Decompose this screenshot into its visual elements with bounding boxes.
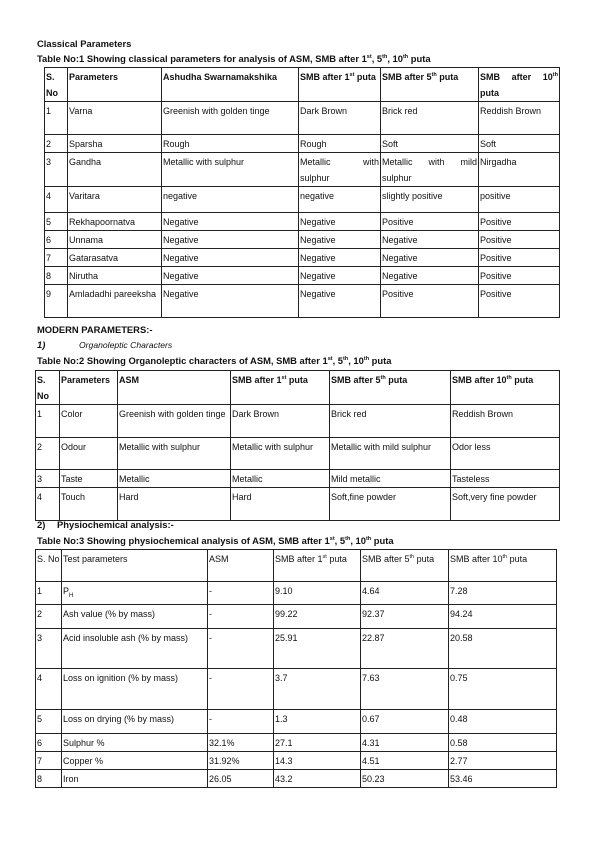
header-text: puta bbox=[507, 554, 528, 564]
subheading-number: 2) bbox=[37, 519, 46, 530]
header-sup: th bbox=[431, 72, 437, 78]
cell-asm: Rough bbox=[162, 135, 299, 153]
header-text: SMB after 10 bbox=[450, 554, 503, 564]
header-asm: Ashudha Swarnamakshika bbox=[162, 68, 299, 102]
caption-sup: th bbox=[402, 53, 409, 60]
caption-sup: th bbox=[365, 535, 372, 542]
cell-smb-5th: Soft bbox=[381, 135, 479, 153]
caption-sup: th bbox=[343, 355, 349, 362]
cell-sno: 2 bbox=[36, 438, 60, 470]
cell-smb-5th: Brick red bbox=[381, 102, 479, 135]
caption-sup: th bbox=[363, 355, 370, 362]
cell-smb-5th: 92.37 bbox=[361, 604, 449, 628]
subheading-number: 1) bbox=[37, 339, 46, 350]
header-sno: S. No bbox=[36, 371, 60, 405]
cell-sno: 6 bbox=[36, 733, 62, 751]
table1-caption bbox=[37, 53, 431, 64]
cell-smb-5th: Negative bbox=[381, 267, 479, 285]
header-sup: st bbox=[349, 72, 355, 78]
cell-smb-10th: 7.28 bbox=[449, 582, 557, 605]
cell-parameter: Iron bbox=[62, 769, 208, 787]
table-row bbox=[36, 405, 560, 438]
header-text: puta bbox=[480, 88, 499, 98]
header-text: SMB after 10 bbox=[452, 375, 507, 385]
cell-parameter: Copper % bbox=[62, 751, 208, 769]
cell-smb-5th: 22.87 bbox=[361, 628, 449, 668]
cell-smb-10th: 53.46 bbox=[449, 769, 557, 787]
cell-smb-10th: Positive bbox=[479, 213, 560, 231]
cell-smb-1st: 14.3 bbox=[274, 751, 361, 769]
cell-parameter: Rekhapoornatva bbox=[68, 213, 162, 231]
cell-smb-10th: Positive bbox=[479, 249, 560, 267]
table-row bbox=[45, 102, 560, 135]
cell-sno: 5 bbox=[36, 709, 62, 733]
cell-smb-5th: 4.31 bbox=[361, 733, 449, 751]
cell-smb-1st: Hard bbox=[231, 488, 330, 521]
caption-text: , 5 bbox=[332, 355, 344, 366]
table-row bbox=[36, 668, 557, 709]
cell-parameter: Sparsha bbox=[68, 135, 162, 153]
cell-sno: 1 bbox=[36, 582, 62, 605]
caption-text: , 10 bbox=[350, 535, 366, 546]
cell-smb-1st: 9.10 bbox=[274, 582, 361, 605]
cell-asm: Negative bbox=[162, 285, 299, 318]
table-row bbox=[36, 733, 557, 751]
subheading-text: Organoleptic Characters bbox=[79, 340, 173, 350]
cell-smb-10th: Tasteless bbox=[451, 470, 560, 488]
table-row bbox=[45, 249, 560, 267]
table-row bbox=[45, 231, 560, 249]
cell-asm: Hard bbox=[118, 488, 231, 521]
header-smb1 bbox=[274, 550, 361, 582]
caption-sup: st bbox=[366, 53, 372, 60]
cell-smb-10th: Reddish Brown bbox=[451, 405, 560, 438]
caption-text: puta bbox=[371, 535, 394, 546]
cell-smb-10th: Soft bbox=[479, 135, 560, 153]
table-row bbox=[36, 628, 557, 668]
table-row bbox=[45, 267, 560, 285]
cell-sno: 1 bbox=[36, 405, 60, 438]
cell-smb-1st: Dark Brown bbox=[231, 405, 330, 438]
cell-asm: Metallic bbox=[118, 470, 231, 488]
table-row bbox=[36, 438, 560, 470]
table-row bbox=[36, 769, 557, 787]
header-sno: S. No bbox=[45, 68, 68, 102]
cell-smb-1st: Metallic with sulphur bbox=[299, 153, 381, 187]
cell-asm: - bbox=[208, 668, 274, 709]
caption-sup: th bbox=[382, 53, 388, 60]
table-row bbox=[36, 488, 560, 521]
caption-text: Table No:1 Showing classical parameters for analysis of ASM, SMB after 1 bbox=[37, 53, 367, 64]
cell-smb-10th: Positive bbox=[479, 267, 560, 285]
cell-smb-5th: slightly positive bbox=[381, 187, 479, 213]
section-heading-classical: Classical Parameters bbox=[37, 38, 132, 49]
cell-sno: 3 bbox=[36, 628, 62, 668]
cell-smb-1st: Negative bbox=[299, 267, 381, 285]
header-text: puta bbox=[436, 72, 459, 82]
table-row bbox=[36, 709, 557, 733]
cell-smb-10th: 0.75 bbox=[449, 668, 557, 709]
cell-smb-1st: 43.2 bbox=[274, 769, 361, 787]
cell-smb-5th: 4.64 bbox=[361, 582, 449, 605]
table-row bbox=[45, 187, 560, 213]
cell-smb-10th: Positive bbox=[479, 231, 560, 249]
cell-smb-5th: 0.67 bbox=[361, 709, 449, 733]
cell-parameter: Gandha bbox=[68, 153, 162, 187]
table-row bbox=[45, 135, 560, 153]
cell-parameter: Acid insoluble ash (% by mass) bbox=[62, 628, 208, 668]
cell-parameter: Gatarasatva bbox=[68, 249, 162, 267]
caption-text: Table No:2 Showing Organoleptic characters of ASM, SMB after 1 bbox=[37, 355, 328, 366]
header-asm: ASM bbox=[118, 371, 231, 405]
cell-smb-5th: 50.23 bbox=[361, 769, 449, 787]
table-row bbox=[36, 582, 557, 605]
cell-smb-1st: 25.91 bbox=[274, 628, 361, 668]
table-header-row bbox=[45, 68, 560, 102]
cell-asm: Greenish with golden tinge bbox=[118, 405, 231, 438]
cell-smb-5th: Positive bbox=[381, 213, 479, 231]
header-text: SMB after 5 bbox=[382, 72, 432, 82]
header-smb5 bbox=[361, 550, 449, 582]
table-row bbox=[36, 604, 557, 628]
header-text: puta bbox=[385, 375, 408, 385]
header-sup: th bbox=[506, 375, 512, 381]
cell-sno: 8 bbox=[36, 769, 62, 787]
cell-asm: 31.92% bbox=[208, 751, 274, 769]
cell-smb-1st: Negative bbox=[299, 231, 381, 249]
cell-smb-5th: Soft,fine powder bbox=[330, 488, 451, 521]
header-text: SMB after 5 bbox=[362, 554, 410, 564]
cell-asm: 26.05 bbox=[208, 769, 274, 787]
cell-smb-10th: Odor less bbox=[451, 438, 560, 470]
cell-asm: negative bbox=[162, 187, 299, 213]
cell-sno: 4 bbox=[36, 668, 62, 709]
table-row bbox=[36, 751, 557, 769]
classical-parameters-table bbox=[44, 67, 560, 318]
caption-text: , 10 bbox=[348, 355, 364, 366]
cell-asm: - bbox=[208, 604, 274, 628]
cell-smb-5th: Positive bbox=[381, 285, 479, 318]
table-header-row bbox=[36, 371, 560, 405]
cell-parameter: Loss on ignition (% by mass) bbox=[62, 668, 208, 709]
cell-sno: 2 bbox=[36, 604, 62, 628]
header-text: SMB after 1 bbox=[275, 554, 323, 564]
table-header-row bbox=[36, 550, 557, 582]
cell-smb-10th: 0.48 bbox=[449, 709, 557, 733]
cell-sno: 4 bbox=[45, 187, 68, 213]
header-sup: th bbox=[380, 375, 386, 381]
header-parameters: Test parameters bbox=[62, 550, 208, 582]
caption-text: puta bbox=[369, 355, 392, 366]
cell-parameter: $P_H$ bbox=[62, 582, 208, 605]
cell-smb-10th: 0.58 bbox=[449, 733, 557, 751]
cell-smb-5th: 4.51 bbox=[361, 751, 449, 769]
cell-smb-1st: negative bbox=[299, 187, 381, 213]
subheading-organoleptic bbox=[37, 339, 172, 350]
table-row bbox=[45, 285, 560, 318]
cell-sno: 8 bbox=[45, 267, 68, 285]
header-smb1 bbox=[231, 371, 330, 405]
cell-parameter: Odour bbox=[60, 438, 118, 470]
header-sup: st bbox=[322, 554, 327, 560]
cell-smb-5th: 7.63 bbox=[361, 668, 449, 709]
table-row bbox=[36, 470, 560, 488]
cell-asm: - bbox=[208, 628, 274, 668]
table3-caption bbox=[37, 535, 394, 546]
header-smb1 bbox=[299, 68, 381, 102]
cell-asm: Negative bbox=[162, 231, 299, 249]
cell-sno: 9 bbox=[45, 285, 68, 318]
cell-parameter: Sulphur % bbox=[62, 733, 208, 751]
cell-smb-10th: positive bbox=[479, 187, 560, 213]
cell-smb-5th: Mild metallic bbox=[330, 470, 451, 488]
header-text: SMB after 10 bbox=[480, 72, 553, 82]
cell-smb-1st: 99.22 bbox=[274, 604, 361, 628]
header-text: SMB after 5 bbox=[331, 375, 381, 385]
cell-parameter: Nirutha bbox=[68, 267, 162, 285]
cell-smb-10th: Positive bbox=[479, 285, 560, 318]
caption-text: , 10 bbox=[387, 53, 403, 64]
header-smb10 bbox=[479, 68, 560, 102]
cell-sno: 2 bbox=[45, 135, 68, 153]
cell-smb-1st: 27.1 bbox=[274, 733, 361, 751]
cell-smb-1st: Rough bbox=[299, 135, 381, 153]
header-sno: S. No bbox=[36, 550, 62, 582]
cell-asm: Negative bbox=[162, 267, 299, 285]
cell-parameter: Unnama bbox=[68, 231, 162, 249]
cell-sno: 3 bbox=[45, 153, 68, 187]
cell-smb-1st: Negative bbox=[299, 213, 381, 231]
cell-sno: 3 bbox=[36, 470, 60, 488]
cell-sno: 6 bbox=[45, 231, 68, 249]
cell-asm: - bbox=[208, 709, 274, 733]
cell-asm: Negative bbox=[162, 249, 299, 267]
header-parameters: Parameters bbox=[68, 68, 162, 102]
cell-smb-10th: 94.24 bbox=[449, 604, 557, 628]
cell-parameter: Ash value (% by mass) bbox=[62, 604, 208, 628]
physiochemical-table bbox=[35, 549, 557, 788]
section-heading-modern: MODERN PARAMETERS:- bbox=[37, 324, 153, 335]
header-sup: th bbox=[409, 554, 415, 560]
header-sup: st bbox=[281, 375, 287, 381]
cell-smb-1st: 3.7 bbox=[274, 668, 361, 709]
cell-smb-5th: Negative bbox=[381, 249, 479, 267]
cell-smb-5th: Metallic with mild sulphur bbox=[381, 153, 479, 187]
subheading-physiochemical bbox=[37, 519, 174, 530]
caption-sup: st bbox=[327, 355, 333, 362]
cell-smb-10th: 2.77 bbox=[449, 751, 557, 769]
header-text: puta bbox=[326, 554, 347, 564]
cell-smb-1st: Metallic with sulphur bbox=[231, 438, 330, 470]
cell-asm: Negative bbox=[162, 213, 299, 231]
cell-asm: Metallic with sulphur bbox=[162, 153, 299, 187]
cell-asm: Greenish with golden tinge bbox=[162, 102, 299, 135]
header-text: puta bbox=[354, 72, 376, 82]
cell-smb-10th: Nirgadha bbox=[479, 153, 560, 187]
cell-parameter: Amladadhi pareeksha bbox=[68, 285, 162, 318]
cell-parameter: Loss on drying (% by mass) bbox=[62, 709, 208, 733]
cell-sno: 7 bbox=[36, 751, 62, 769]
header-parameters: Parameters bbox=[60, 371, 118, 405]
cell-asm: Metallic with sulphur bbox=[118, 438, 231, 470]
cell-smb-1st: Negative bbox=[299, 285, 381, 318]
caption-text: , 5 bbox=[371, 53, 383, 64]
cell-parameter: Touch bbox=[60, 488, 118, 521]
cell-smb-5th: Negative bbox=[381, 231, 479, 249]
caption-sup: st bbox=[329, 535, 335, 542]
cell-smb-1st: Negative bbox=[299, 249, 381, 267]
header-smb10 bbox=[451, 371, 560, 405]
table2-caption bbox=[37, 355, 391, 366]
header-text: puta bbox=[414, 554, 435, 564]
cell-smb-1st: 1.3 bbox=[274, 709, 361, 733]
caption-text: , 5 bbox=[334, 535, 346, 546]
cell-sno: 4 bbox=[36, 488, 60, 521]
header-smb5 bbox=[330, 371, 451, 405]
header-text: puta bbox=[511, 375, 534, 385]
header-asm: ASM bbox=[208, 550, 274, 582]
cell-smb-5th: Brick red bbox=[330, 405, 451, 438]
header-text: SMB after 1 bbox=[232, 375, 282, 385]
cell-asm: - bbox=[208, 582, 274, 605]
table-row bbox=[45, 213, 560, 231]
header-text: puta bbox=[286, 375, 308, 385]
cell-sno: 5 bbox=[45, 213, 68, 231]
cell-smb-10th: Reddish Brown bbox=[479, 102, 560, 135]
caption-text: Table No:3 Showing physiochemical analysis of ASM, SMB after 1 bbox=[37, 535, 330, 546]
cell-smb-10th: Soft,very fine powder bbox=[451, 488, 560, 521]
header-sup: th bbox=[502, 554, 508, 560]
cell-smb-10th: 20.58 bbox=[449, 628, 557, 668]
cell-asm: 32.1% bbox=[208, 733, 274, 751]
cell-smb-1st: Metallic bbox=[231, 470, 330, 488]
cell-sno: 7 bbox=[45, 249, 68, 267]
organoleptic-table bbox=[35, 370, 560, 521]
cell-parameter: Color bbox=[60, 405, 118, 438]
cell-parameter: Taste bbox=[60, 470, 118, 488]
cell-parameter: Varna bbox=[68, 102, 162, 135]
cell-parameter: Varitara bbox=[68, 187, 162, 213]
header-smb5 bbox=[381, 68, 479, 102]
cell-smb-1st: Dark Brown bbox=[299, 102, 381, 135]
subheading-text: Physiochemical analysis:- bbox=[57, 519, 174, 530]
cell-smb-5th: Metallic with mild sulphur bbox=[330, 438, 451, 470]
cell-sno: 1 bbox=[45, 102, 68, 135]
header-smb10 bbox=[449, 550, 557, 582]
caption-text: puta bbox=[408, 53, 431, 64]
table-row bbox=[45, 153, 560, 187]
caption-sup: th bbox=[345, 535, 351, 542]
header-sup: th bbox=[552, 72, 558, 78]
header-text: SMB after 1 bbox=[300, 72, 350, 82]
